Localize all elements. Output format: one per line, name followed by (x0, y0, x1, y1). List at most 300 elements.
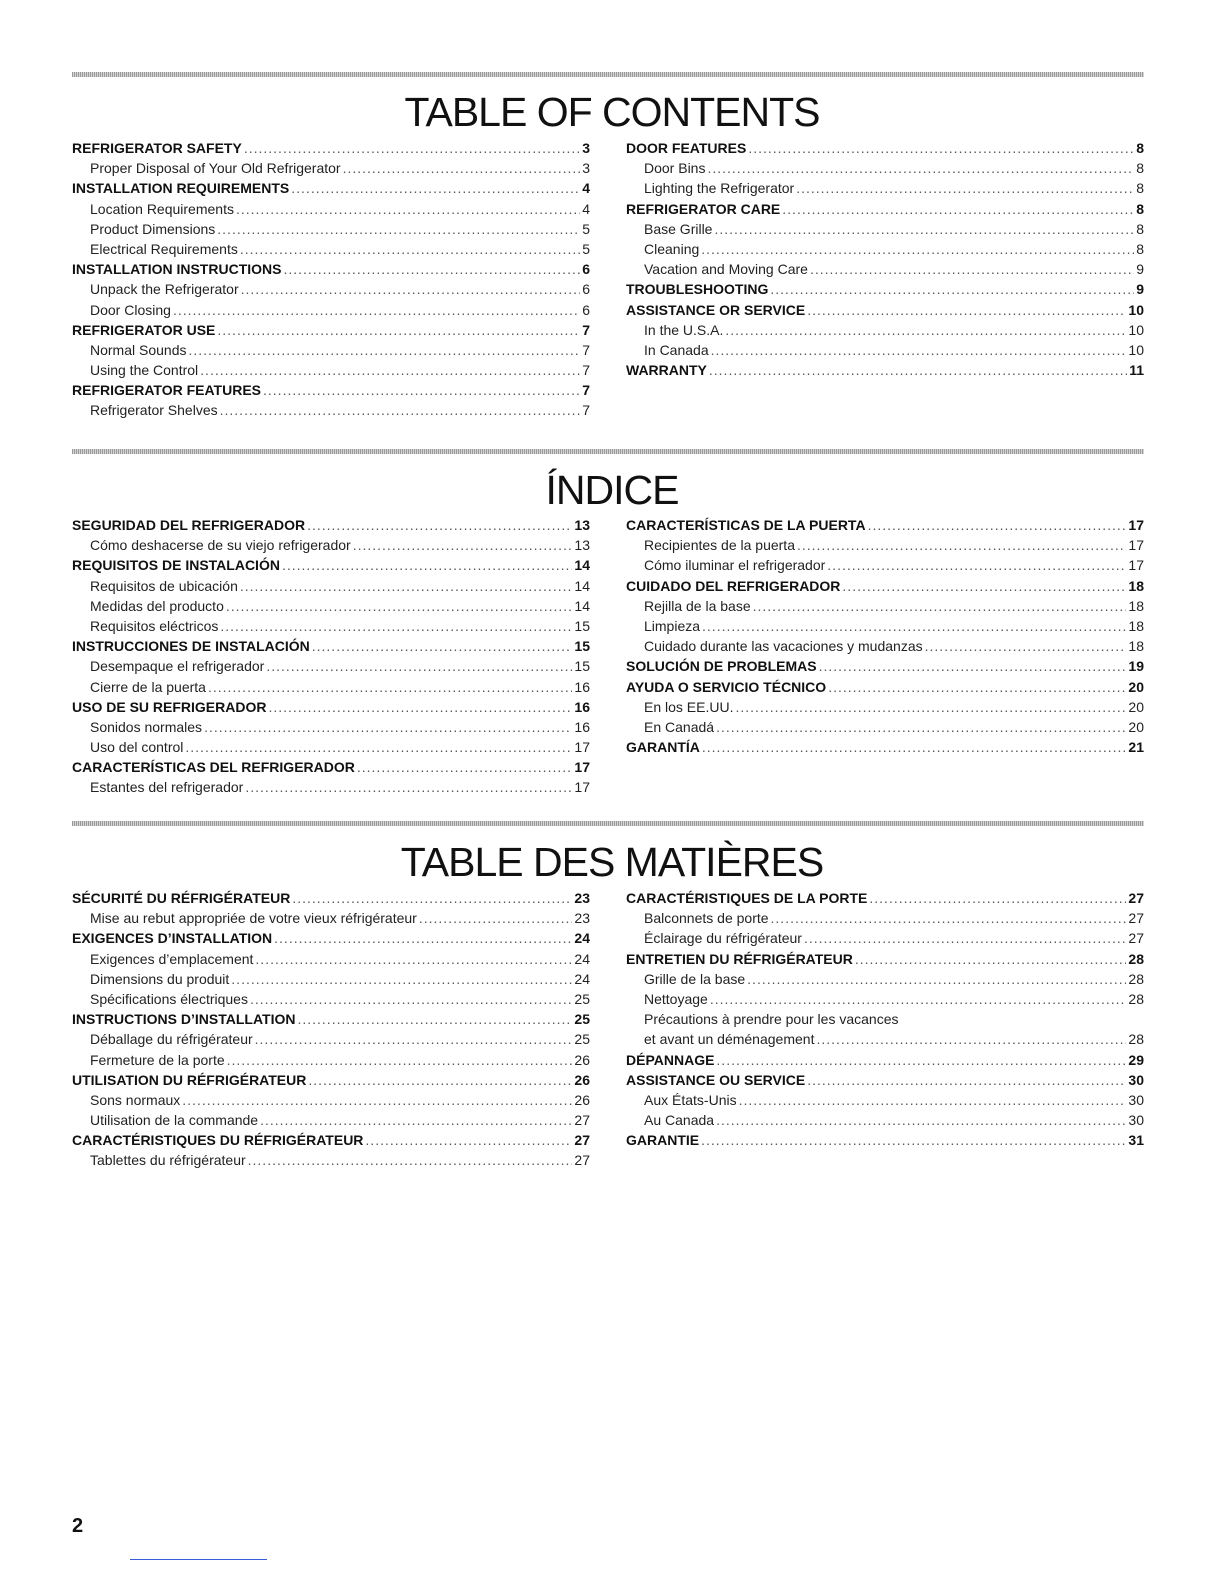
toc-entry-label: SEGURIDAD DEL REFRIGERADOR (72, 517, 306, 533)
toc-page-number: 28 (1128, 1031, 1144, 1048)
toc-subentry[interactable] (72, 717, 590, 737)
toc-heading-entry[interactable] (72, 138, 590, 158)
toc-page-number: 11 (1129, 362, 1144, 379)
dot-leader (268, 697, 572, 717)
toc-entry-label: Rejilla de la base (644, 597, 751, 614)
toc-entry-label: REFRIGERATOR SAFETY (72, 140, 242, 156)
toc-entry-label: Déballage du réfrigérateur (90, 1031, 253, 1048)
toc-heading-entry[interactable] (626, 949, 1144, 969)
toc-page-number: 7 (582, 362, 590, 379)
toc-page-number: 20 (1128, 698, 1144, 715)
toc-entry-label: Sonidos normales (90, 718, 203, 735)
toc-subentry[interactable] (72, 219, 590, 239)
toc-page-number: 4 (582, 200, 590, 217)
toc-page-number: 27 (574, 1152, 590, 1169)
toc-heading-entry[interactable] (626, 677, 1144, 697)
toc-subentry[interactable] (72, 400, 590, 420)
dot-leader (855, 949, 1127, 969)
dot-leader (925, 636, 1127, 656)
toc-page-number: 17 (574, 739, 590, 756)
toc-entry-label: Cómo iluminar el refrigerador (644, 557, 826, 574)
dot-leader (200, 360, 580, 380)
toc-heading-entry[interactable] (626, 199, 1144, 219)
dot-leader (220, 400, 581, 420)
toc-page-number: 25 (574, 1011, 590, 1028)
toc-entry-label: Nettoyage (644, 990, 708, 1007)
toc-heading-entry[interactable] (72, 1009, 590, 1029)
toc-subentry[interactable] (72, 1090, 590, 1110)
toc-subentry[interactable] (72, 777, 590, 797)
toc-entry-label: Grille de la base (644, 970, 746, 987)
toc-page-number: 19 (1128, 658, 1144, 675)
toc-subentry[interactable] (626, 158, 1144, 178)
toc-heading-entry[interactable] (72, 178, 590, 198)
toc-page-number: 8 (1136, 240, 1144, 257)
dot-leader (747, 969, 1126, 989)
toc-entry-label: Vacation and Moving Care (644, 261, 808, 278)
toc-entry-label: REFRIGERATOR FEATURES (72, 382, 262, 399)
toc-entry-continuation (644, 1029, 1144, 1049)
toc-heading-entry[interactable] (72, 515, 590, 535)
dot-leader (804, 928, 1126, 948)
toc-page-number: 24 (574, 950, 590, 967)
toc-page-number: 25 (574, 1031, 590, 1048)
toc-entry-label: USO DE SU REFRIGERADOR (72, 698, 267, 715)
toc-entry-label: DOOR FEATURES (626, 140, 747, 156)
toc-page-number: 9 (1136, 261, 1144, 278)
toc-heading-entry[interactable] (72, 380, 590, 400)
toc-entry-label: SÉCURITÉ DU RÉFRIGÉRATEUR (72, 890, 291, 906)
dot-leader (707, 158, 1134, 178)
dot-leader (248, 1150, 573, 1170)
toc-heading-entry[interactable] (626, 279, 1144, 299)
dot-leader (716, 1050, 1126, 1070)
toc-page-number: 23 (574, 890, 590, 906)
toc-page-number: 8 (1136, 160, 1144, 177)
toc-heading-entry[interactable] (626, 138, 1144, 158)
toc-heading-entry[interactable] (72, 1130, 590, 1150)
toc-subentry[interactable] (626, 908, 1144, 928)
toc-subentry[interactable] (626, 616, 1144, 636)
toc-page-number: 6 (582, 261, 590, 278)
toc-subentry[interactable] (72, 1050, 590, 1070)
separator-rule (72, 72, 1144, 77)
dot-leader (240, 239, 580, 259)
toc-heading-entry[interactable] (72, 636, 590, 656)
toc-entry-label: In Canada (644, 341, 709, 358)
toc-entry-label: En Canadá (644, 718, 715, 735)
toc-heading-entry[interactable] (626, 1130, 1144, 1150)
dot-leader (266, 656, 572, 676)
toc-entry-label: REFRIGERATOR USE (72, 321, 216, 338)
footer-line (130, 1559, 267, 1560)
toc-page-number: 13 (574, 537, 590, 554)
toc-page-number: 6 (582, 301, 590, 318)
toc-columns (72, 888, 1144, 1171)
right-toc-column (626, 138, 1144, 421)
toc-page-number: 18 (1128, 577, 1144, 594)
toc-page-number: 15 (574, 617, 590, 634)
dot-leader (263, 380, 580, 400)
toc-entry-label: Éclairage du réfrigérateur (644, 930, 802, 947)
dot-leader (819, 656, 1127, 676)
dot-leader (240, 576, 573, 596)
toc-entry-label-line2: et avant un déménagement (644, 1031, 815, 1048)
toc-page-number: 3 (582, 160, 590, 177)
toc-entry-label: UTILISATION DU RÉFRIGÉRATEUR (72, 1071, 307, 1088)
dot-leader (782, 199, 1134, 219)
dot-leader (220, 616, 572, 636)
toc-entry-label: INSTALLATION INSTRUCTIONS (72, 261, 282, 278)
dot-leader (260, 1110, 572, 1130)
toc-heading-entry[interactable] (626, 737, 1144, 757)
toc-entry-label: Exigences d’emplacement (90, 950, 254, 967)
toc-entry-label: Medidas del producto (90, 597, 224, 614)
toc-heading-entry[interactable] (626, 1050, 1144, 1070)
dot-leader (748, 138, 1134, 158)
dot-leader (245, 777, 572, 797)
toc-page-number: 27 (1128, 890, 1144, 906)
toc-entry-label: Cuidado durante las vacaciones y mudanzas (644, 638, 923, 655)
toc-page-number: 27 (1128, 930, 1144, 947)
section-title: TABLE OF CONTENTS (404, 89, 820, 135)
dot-leader (185, 737, 572, 757)
dot-leader (282, 555, 572, 575)
toc-page-number: 4 (582, 180, 590, 197)
toc-entry-label: Cleaning (644, 240, 700, 257)
dot-leader (828, 677, 1126, 697)
dot-leader (869, 888, 1126, 908)
dot-leader (702, 616, 1126, 636)
toc-entry-label: AYUDA O SERVICIO TÉCNICO (626, 678, 827, 695)
section-title: ÍNDICE (545, 467, 679, 513)
dot-leader (357, 757, 573, 777)
dot-leader (227, 1050, 573, 1070)
dot-leader (701, 239, 1134, 259)
toc-entry-label: En los EE.UU. (644, 698, 734, 715)
toc-heading-entry[interactable] (72, 757, 590, 777)
dot-leader (702, 737, 1127, 757)
toc-subentry[interactable] (72, 239, 590, 259)
toc-heading-entry[interactable] (626, 515, 1144, 535)
toc-page-number: 27 (1128, 910, 1144, 927)
dot-leader (842, 576, 1126, 596)
toc-entry-label: INSTRUCCIONES DE INSTALACIÓN (72, 638, 310, 655)
toc-subentry[interactable] (72, 1150, 590, 1170)
toc-subentry[interactable] (626, 1009, 1144, 1049)
toc-subentry[interactable] (72, 596, 590, 616)
toc-entry-label: Cierre de la puerta (90, 678, 206, 695)
toc-page-number: 13 (574, 517, 590, 533)
dot-leader (173, 300, 580, 320)
toc-subentry[interactable] (626, 636, 1144, 656)
left-toc-column (72, 138, 590, 421)
toc-page-number: 10 (1128, 341, 1144, 358)
page-number: 2 (72, 1515, 84, 1537)
toc-entry-label: Recipientes de la puerta (644, 537, 795, 554)
toc-subentry[interactable] (72, 535, 590, 555)
toc-entry-label: Door Bins (644, 160, 706, 177)
toc-entry-label: CARACTERÍSTICAS DEL REFRIGERADOR (72, 759, 355, 776)
left-toc-column (72, 888, 590, 1171)
toc-page-number: 25 (574, 990, 590, 1007)
toc-entry-label: Au Canada (644, 1112, 715, 1129)
toc-heading-entry[interactable] (626, 888, 1144, 908)
toc-entry-label: REFRIGERATOR CARE (626, 200, 781, 217)
toc-entry-label: ENTRETIEN DU RÉFRIGÉRATEUR (626, 950, 853, 967)
toc-page-number: 7 (582, 341, 590, 358)
toc-entry-label: Fermeture de la porte (90, 1051, 225, 1068)
toc-entry-label: CARACTÉRISTIQUES DE LA PORTE (626, 890, 868, 906)
dot-leader (255, 949, 572, 969)
toc-heading-entry[interactable] (626, 300, 1144, 320)
toc-subentry[interactable] (626, 340, 1144, 360)
toc-entry-label: Normal Sounds (90, 341, 187, 358)
toc-page-number: 28 (1128, 950, 1144, 967)
separator-rule (72, 449, 1144, 454)
dot-leader (816, 1029, 1126, 1049)
toc-subentry[interactable] (626, 320, 1144, 340)
toc-subentry[interactable] (72, 360, 590, 380)
toc-entry-label: DÉPANNAGE (626, 1051, 715, 1068)
toc-page-number: 14 (574, 577, 590, 594)
dot-leader (753, 596, 1127, 616)
toc-heading-entry[interactable] (626, 1070, 1144, 1090)
toc-entry-label: CARACTÉRISTIQUES DU RÉFRIGÉRATEUR (72, 1132, 364, 1149)
dot-leader (827, 555, 1126, 575)
toc-subentry[interactable] (72, 656, 590, 676)
toc-heading-entry[interactable] (626, 576, 1144, 596)
toc-heading-entry[interactable] (72, 888, 590, 908)
dot-leader (714, 219, 1134, 239)
toc-page-number: 17 (574, 759, 590, 776)
dot-leader (810, 259, 1134, 279)
dot-leader (274, 928, 572, 948)
toc-entry-label: Dimensions du produit (90, 970, 230, 987)
dot-leader (365, 1130, 572, 1150)
toc-entry-label: Limpieza (644, 617, 701, 634)
toc-page-number: 7 (582, 382, 590, 399)
toc-entry-label: Requisitos eléctricos (90, 617, 219, 634)
toc-subentry[interactable] (626, 697, 1144, 717)
toc-subentry[interactable] (626, 717, 1144, 737)
toc-entry-label: In the U.S.A. (644, 321, 724, 338)
dot-leader (204, 717, 572, 737)
dot-leader (189, 340, 581, 360)
toc-subentry[interactable] (626, 219, 1144, 239)
toc-page-number: 17 (574, 779, 590, 796)
toc-subentry[interactable] (626, 259, 1144, 279)
toc-page-number: 20 (1128, 718, 1144, 735)
toc-entry-label: Refrigerator Shelves (90, 402, 218, 419)
toc-entry-label: Tablettes du réfrigérateur (90, 1152, 246, 1169)
toc-entry-label: Base Grille (644, 220, 713, 237)
toc-subentry[interactable] (626, 239, 1144, 259)
toc-entry-label: Mise au rebut appropriée de votre vieux réfrigérateur (90, 910, 417, 927)
dot-leader (807, 1070, 1126, 1090)
toc-entry-label: Lighting the Refrigerator (644, 180, 795, 197)
toc-entry-label: Proper Disposal of Your Old Refrigerator (90, 160, 341, 177)
toc-page-number: 26 (574, 1071, 590, 1088)
toc-page-number: 27 (574, 1112, 590, 1129)
toc-entry-label: INSTRUCTIONS D’INSTALLATION (72, 1011, 296, 1028)
dot-leader (807, 300, 1126, 320)
toc-page-number: 31 (1128, 1132, 1144, 1149)
toc-entry-label: SOLUCIÓN DE PROBLEMAS (626, 658, 817, 675)
toc-page-number: 14 (574, 557, 590, 574)
dot-leader (241, 279, 581, 299)
toc-page-number: 21 (1128, 739, 1144, 756)
toc-entry-label: ASSISTANCE OU SERVICE (626, 1071, 806, 1088)
toc-entry-label: Desempaque el refrigerador (90, 658, 265, 675)
toc-subentry[interactable] (626, 178, 1144, 198)
toc-entry-label: Door Closing (90, 301, 171, 318)
toc-subentry[interactable] (626, 989, 1144, 1009)
toc-entry-label: GARANTÍA (626, 739, 700, 756)
toc-page-number: 10 (1128, 301, 1144, 318)
toc-page-number: 8 (1136, 220, 1144, 237)
toc-page-number: 29 (1128, 1051, 1144, 1068)
section-title: TABLE DES MATIÈRES (400, 839, 824, 885)
toc-entry-label: Location Requirements (90, 200, 234, 217)
toc-page-number: 14 (574, 597, 590, 614)
toc-subentry[interactable] (72, 340, 590, 360)
toc-subentry[interactable] (72, 1110, 590, 1130)
toc-subentry[interactable] (72, 989, 590, 1009)
toc-page-number: 15 (574, 658, 590, 675)
toc-subentry[interactable] (626, 928, 1144, 948)
toc-heading-entry[interactable] (626, 656, 1144, 676)
toc-entry-label: Précautions à prendre pour les vacances (644, 1011, 899, 1028)
toc-heading-entry[interactable] (626, 360, 1144, 380)
dot-leader (217, 320, 580, 340)
toc-entry-label: REQUISITOS DE INSTALACIÓN (72, 557, 280, 574)
toc-page-number: 28 (1128, 970, 1144, 987)
dot-leader (208, 677, 572, 697)
toc-entry-label: CUIDADO DEL REFRIGERADOR (626, 577, 841, 594)
toc-heading-entry[interactable] (72, 697, 590, 717)
dot-leader (709, 360, 1127, 380)
toc-columns (72, 515, 1144, 798)
toc-subentry[interactable] (72, 737, 590, 757)
toc-subentry[interactable] (72, 158, 590, 178)
toc-page-number: 16 (574, 678, 590, 695)
toc-page-number: 23 (574, 910, 590, 927)
toc-subentry[interactable] (626, 596, 1144, 616)
toc-subentry[interactable] (626, 535, 1144, 555)
toc-heading-entry[interactable] (72, 259, 590, 279)
toc-entry-label: Sons normaux (90, 1091, 181, 1108)
toc-entry-label: Cómo deshacerse de su viejo refrigerador (90, 537, 351, 554)
dot-leader (236, 199, 580, 219)
toc-entry-label: Electrical Requirements (90, 240, 238, 257)
dot-leader (308, 1070, 572, 1090)
toc-subentry[interactable] (626, 555, 1144, 575)
dot-leader (297, 1009, 572, 1029)
toc-page-number: 3 (582, 140, 590, 156)
toc-entry-label: EXIGENCES D’INSTALLATION (72, 930, 273, 947)
right-toc-column (626, 515, 1144, 798)
toc-subentry[interactable] (72, 576, 590, 596)
toc-heading-entry[interactable] (72, 320, 590, 340)
toc-subentry[interactable] (626, 1110, 1144, 1130)
left-toc-column (72, 515, 590, 798)
toc-subentry[interactable] (72, 279, 590, 299)
toc-entry-label: Product Dimensions (90, 220, 216, 237)
dot-leader (725, 320, 1126, 340)
toc-page-number: 15 (574, 638, 590, 655)
dot-leader (182, 1090, 572, 1110)
toc-heading-entry[interactable] (72, 928, 590, 948)
toc-subentry[interactable] (72, 969, 590, 989)
toc-subentry[interactable] (72, 1029, 590, 1049)
dot-leader (307, 515, 572, 535)
toc-subentry[interactable] (72, 949, 590, 969)
dot-leader (716, 717, 1126, 737)
dot-leader (292, 888, 572, 908)
toc-page-number: 18 (1128, 638, 1144, 655)
toc-heading-entry[interactable] (72, 555, 590, 575)
toc-page-number: 16 (574, 698, 590, 715)
toc-page-number: 30 (1128, 1071, 1144, 1088)
dot-leader (868, 515, 1127, 535)
toc-entry-label: INSTALLATION REQUIREMENTS (72, 180, 290, 197)
toc-page-number: 30 (1128, 1112, 1144, 1129)
dot-leader (226, 596, 573, 616)
toc-entry-label: Unpack the Refrigerator (90, 281, 239, 298)
toc-subentry[interactable] (626, 969, 1144, 989)
toc-entry-label: ASSISTANCE OR SERVICE (626, 301, 806, 318)
toc-subentry[interactable] (72, 677, 590, 697)
dot-leader (312, 636, 573, 656)
toc-page-number: 26 (574, 1091, 590, 1108)
toc-page-number: 26 (574, 1051, 590, 1068)
dot-leader (770, 279, 1134, 299)
dot-leader (217, 219, 580, 239)
toc-page-number: 30 (1128, 1091, 1144, 1108)
toc-subentry[interactable] (72, 616, 590, 636)
toc-page-number: 8 (1136, 140, 1144, 156)
toc-subentry[interactable] (72, 300, 590, 320)
toc-subentry[interactable] (72, 199, 590, 219)
toc-page-number: 18 (1128, 617, 1144, 634)
separator-rule (72, 821, 1144, 826)
toc-entry-label: Uso del control (90, 739, 184, 756)
toc-page-number: 18 (1128, 597, 1144, 614)
toc-page-number: 17 (1128, 537, 1144, 554)
dot-leader (291, 178, 580, 198)
dot-leader (419, 908, 573, 928)
toc-page-number: 7 (582, 402, 590, 419)
toc-entry-label: Balconnets de porte (644, 910, 769, 927)
toc-page-number: 27 (574, 1132, 590, 1149)
toc-entry-label: CARACTERÍSTICAS DE LA PUERTA (626, 517, 866, 533)
toc-subentry[interactable] (626, 1090, 1144, 1110)
toc-page-number: 7 (582, 321, 590, 338)
toc-heading-entry[interactable] (72, 1070, 590, 1090)
dot-leader (343, 158, 581, 178)
dot-leader (711, 340, 1127, 360)
toc-subentry[interactable] (72, 908, 590, 928)
toc-entry-label: Requisitos de ubicación (90, 577, 238, 594)
toc-page-number: 24 (574, 970, 590, 987)
toc-entry-label: Aux États-Unis (644, 1091, 737, 1108)
toc-entry-label: Estantes del refrigerador (90, 779, 244, 796)
toc-page-number: 17 (1128, 557, 1144, 574)
dot-leader (244, 138, 580, 158)
toc-page-number: 17 (1128, 517, 1144, 533)
toc-page-number: 5 (582, 220, 590, 237)
